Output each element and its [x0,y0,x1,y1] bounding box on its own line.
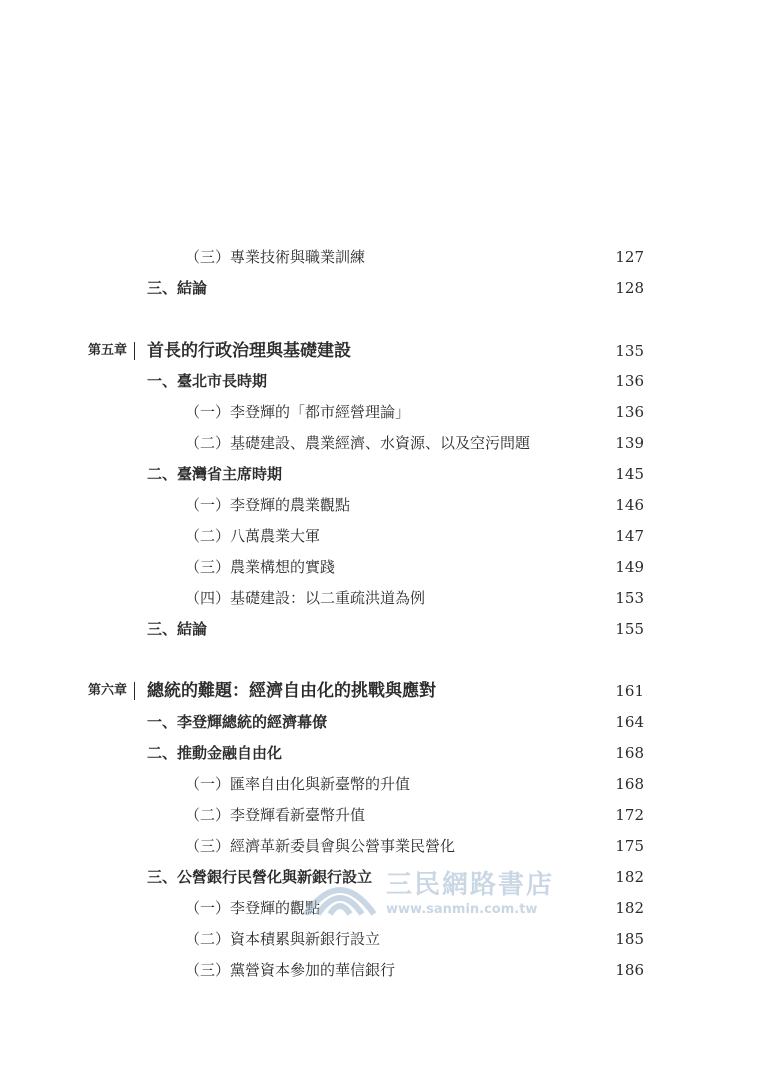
toc-entry-label: 三、結論 [147,620,208,638]
chapter-divider [134,682,135,700]
toc-entry [0,369,763,393]
toc-entry-page: 147 [615,527,644,545]
chapter-number: 第六章 [88,683,128,698]
bookstore-logo-icon [300,874,380,918]
watermark [300,868,600,928]
toc-entry-label: 三、公營銀行民營化與新銀行設立 [147,868,373,886]
toc-entry-label: （二）李登輝看新臺幣升值 [185,806,366,824]
watermark-url: www.sanmin.com.tw [386,902,538,917]
toc-entry [0,276,763,300]
toc-entry-label: （二）資本積累與新銀行設立 [185,930,381,948]
toc-entry-page: 149 [615,558,644,576]
chapter-number: 第五章 [88,343,128,358]
toc-entry-label: （二）基礎建設、農業經濟、水資源、以及空污問題 [185,434,531,452]
toc-entry-label: （四）基礎建設：以二重疏洪道為例 [185,589,426,607]
toc-entry-page: 127 [615,248,644,266]
toc-entry-page: 164 [615,713,644,731]
chapter-divider [134,342,135,360]
toc-entry-label: 一、臺北市長時期 [147,372,268,390]
toc-entry [0,617,763,641]
toc-entry [0,741,763,765]
toc-entry [0,462,763,486]
toc-entry-page: 128 [615,279,644,297]
toc-entry-page: 172 [615,806,644,824]
toc-entry-page: 161 [615,682,644,700]
toc-entry-page: 168 [615,744,644,762]
toc-entry [0,493,763,517]
toc-entry-label: 二、推動金融自由化 [147,744,283,762]
toc-entry-page: 153 [615,589,644,607]
toc-entry [0,710,763,734]
toc-entry-page: 175 [615,837,644,855]
toc-entry-page: 136 [615,403,644,421]
toc-entry [0,958,763,982]
toc-entry-page: 182 [615,868,644,886]
toc-entry-label: （一）李登輝的觀點 [185,899,321,917]
toc-entry-label: （一）李登輝的「都市經營理論」 [185,403,411,421]
toc-entry-page: 135 [615,342,644,360]
toc-entry-label: 三、結論 [147,279,208,297]
toc-entry-label: 二、臺灣省主席時期 [147,465,283,483]
toc-entry-page: 186 [615,961,644,979]
toc-entry-page: 139 [615,434,644,452]
toc-entry-page: 145 [615,465,644,483]
toc-entry-label: （三）經濟革新委員會與公營事業民營化 [185,837,456,855]
toc-entry [0,524,763,548]
toc-chapter-6 [0,679,763,703]
toc-entry-page: 185 [615,930,644,948]
toc-entry-page: 168 [615,775,644,793]
toc-entry [0,803,763,827]
toc-entry-page: 155 [615,620,644,638]
toc-entry [0,431,763,455]
chapter-title: 總統的難題：經濟自由化的挑戰與應對 [147,681,436,701]
toc-chapter-5 [0,339,763,363]
toc-entry [0,245,763,269]
toc-entry [0,772,763,796]
toc-entry [0,400,763,424]
toc-entry-page: 182 [615,899,644,917]
chapter-title: 首長的行政治理與基礎建設 [147,341,351,361]
toc-entry [0,834,763,858]
toc-entry-label: （一）李登輝的農業觀點 [185,496,351,514]
toc-entry-label: （三）農業構想的實踐 [185,558,336,576]
toc-entry-label: （三）黨營資本參加的華信銀行 [185,961,396,979]
toc-entry-label: （三）專業技術與職業訓練 [185,248,366,266]
toc-entry-page: 146 [615,496,644,514]
toc-entry-label: 一、李登輝總統的經濟幕僚 [147,713,328,731]
toc-entry [0,586,763,610]
toc-entry [0,555,763,579]
toc-entry-page: 136 [615,372,644,390]
toc-entry [0,927,763,951]
toc-entry-label: （一）匯率自由化與新臺幣的升值 [185,775,411,793]
toc-entry-label: （二）八萬農業大軍 [185,527,321,545]
watermark-title: 三民網路書店 [386,870,555,900]
